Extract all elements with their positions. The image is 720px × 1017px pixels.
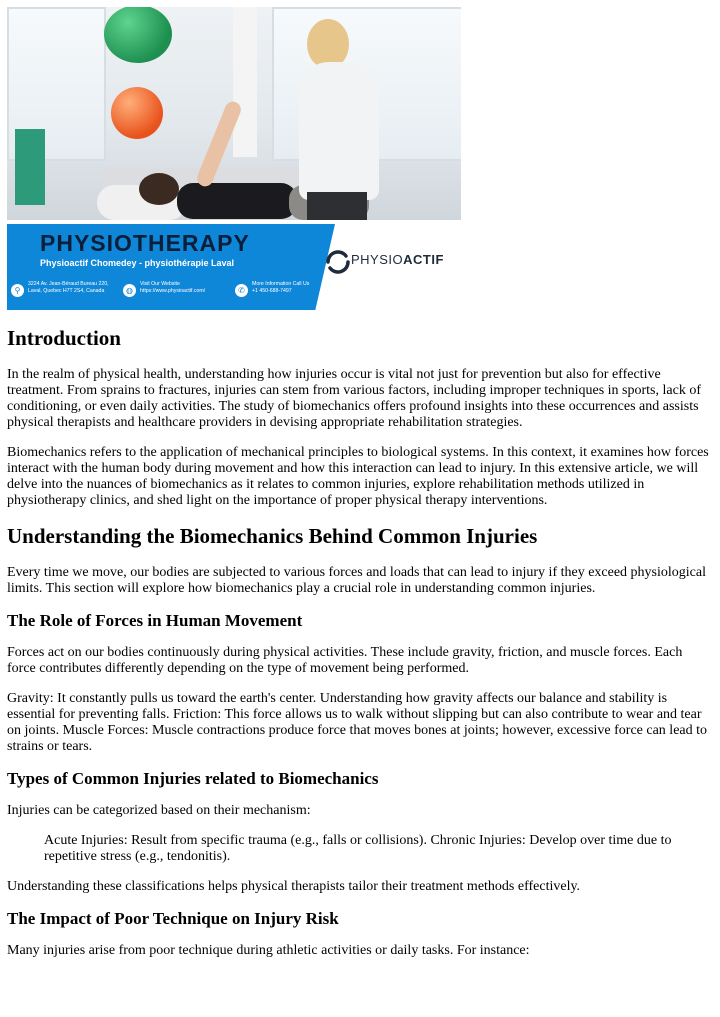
logo-text-light: PHYSIO (351, 252, 404, 267)
blockquote: Acute Injuries: Result from specific trauma (e.g., falls or collisions). Chronic Injuries: Develop over time due to repetitive stress (e.g., tendonitis). (44, 833, 672, 864)
paragraph: Forces act on our bodies continuously during physical activities. These include gravity, friction, and muscle forces. Each force contributes differently depending on the type of movement being performed. (7, 645, 683, 676)
banner-subtitle: Physioactif Chomedey - physiothérapie Laval (40, 258, 235, 268)
phone-icon: ✆ (235, 284, 248, 297)
clinic-banner (7, 224, 461, 310)
paragraph: Every time we move, our bodies are subjected to various forces and loads that can lead to injury if they exceed physiological limits. This section will explore how biomechanics play a crucial role in understanding common injuries. (7, 565, 706, 596)
paragraph: Understanding these classifications helps physical therapists tailor their treatment methods effectively. (7, 879, 581, 894)
therapist-legs (307, 192, 367, 220)
hero-image (7, 7, 461, 220)
website-url: https://www.physioactif.com/ (140, 288, 206, 294)
clinic-address (28, 281, 109, 295)
heading-injury-types: Types of Common Injuries related to Biomechanics (7, 769, 379, 788)
clinic-website (140, 281, 205, 295)
phone-label: More Information Call Us (252, 281, 310, 287)
physioactif-logo-icon (325, 249, 351, 275)
banner-title: PHYSIOTHERAPY (40, 230, 250, 256)
patient-body (177, 183, 297, 219)
physioactif-logo (351, 252, 444, 267)
heading-introduction: Introduction (7, 326, 121, 350)
paragraph: Injuries can be categorized based on their mechanism: (7, 803, 311, 818)
paragraph: Many injuries arise from poor technique during athletic activities or daily tasks. For instance: (7, 943, 530, 958)
paragraph: Gravity: It constantly pulls us toward the earth's center. Understanding how gravity affects our balance and stability is essential for preventing falls. Friction: This force allows us to walk without slipping but can also contribute to wear and tear on joints. Muscle Forces: Muscle contractions produce force that moves bones at joints; however, excessive force can lead to strains or tears. (7, 691, 708, 754)
address-line: 3224 Av. Jean-Béraud Bureau 220, (28, 281, 109, 287)
article (7, 323, 713, 959)
heading-poor-technique: The Impact of Poor Technique on Injury Risk (7, 909, 339, 928)
address-line: Laval, Quebec H7T 2S4, Canada (28, 288, 105, 294)
paragraph: Biomechanics refers to the application of mechanical principles to biological systems. In this context, it examines how forces interact with the human body during movement and how this interaction can lead to injury. In this extensive article, we will delve into the nuances of biomechanics as it relates to common injuries, explore rehabilitation methods utilized in physiotherapy clinics, and shed light on the importance of proper physical therapy interventions. (7, 445, 709, 508)
phone-number: +1 450-688-7497 (252, 288, 292, 294)
logo-text-bold: ACTIF (403, 252, 444, 267)
globe-icon: ◍ (123, 284, 136, 297)
location-pin-icon: ⚲ (11, 284, 24, 297)
patient-head (139, 173, 179, 205)
wall-pole (233, 7, 257, 157)
exercise-ball-green (104, 7, 172, 63)
exercise-ball-orange (111, 87, 163, 139)
clinic-phone (252, 281, 309, 295)
heading-forces: The Role of Forces in Human Movement (7, 611, 303, 630)
therapist-body (299, 62, 379, 200)
equipment-cabinet (15, 129, 45, 205)
website-label: Visit Our Website (140, 281, 180, 287)
heading-biomechanics: Understanding the Biomechanics Behind Common Injuries (7, 524, 538, 548)
paragraph: In the realm of physical health, understanding how injuries occur is vital not just for prevention but also for effective treatment. From sprains to fractures, injuries can stem from various factors, including improper techniques in sports, lack of conditioning, or even daily activities. The study of biomechanics offers profound insights into these occurrences and assists physical therapists and healthcare providers in devising appropriate rehabilitation strategies. (7, 367, 701, 430)
